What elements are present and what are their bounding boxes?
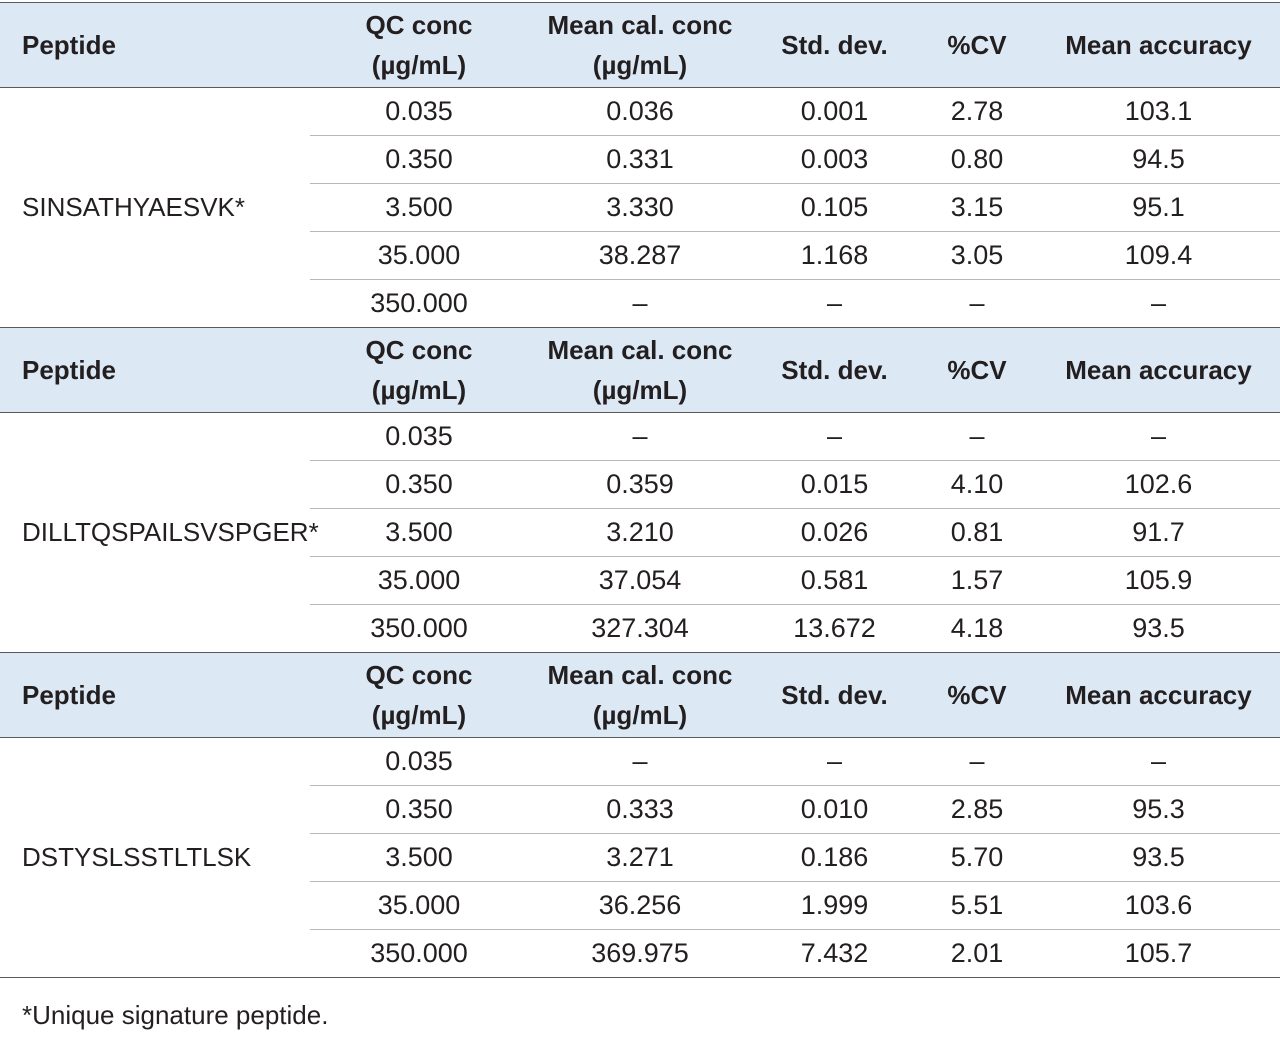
qc-results-table bbox=[0, 2, 1280, 978]
cell-std-dev: 1.999 bbox=[752, 882, 917, 930]
cell-mean-accuracy: 93.5 bbox=[1037, 834, 1280, 882]
cell-std-dev: 0.003 bbox=[752, 136, 917, 184]
cell-mean-cal-conc: 0.359 bbox=[528, 461, 752, 509]
cell-mean-cal-conc: – bbox=[528, 280, 752, 328]
table-body bbox=[0, 3, 1280, 978]
header-mean-cal-conc bbox=[528, 653, 752, 738]
header-qc-conc-line2: (µg/mL) bbox=[371, 700, 467, 730]
cell-std-dev: – bbox=[752, 738, 917, 786]
cell-qc-conc: 35.000 bbox=[310, 557, 528, 605]
cell-std-dev: 0.015 bbox=[752, 461, 917, 509]
cell-qc-conc: 0.350 bbox=[310, 786, 528, 834]
cell-std-dev: 0.026 bbox=[752, 509, 917, 557]
header-mean-cal-line2: (µg/mL) bbox=[592, 375, 688, 405]
header-mean-cal-line1: Mean cal. conc bbox=[547, 10, 733, 40]
cell-mean-cal-conc: 3.330 bbox=[528, 184, 752, 232]
cell-mean-accuracy: 109.4 bbox=[1037, 232, 1280, 280]
cell-mean-cal-conc: 3.271 bbox=[528, 834, 752, 882]
header-std-dev: Std. dev. bbox=[752, 653, 917, 738]
cell-cv: 5.70 bbox=[917, 834, 1037, 882]
cell-mean-accuracy: 105.7 bbox=[1037, 930, 1280, 978]
cell-mean-cal-conc: 38.287 bbox=[528, 232, 752, 280]
cell-qc-conc: 350.000 bbox=[310, 280, 528, 328]
header-mean-cal-conc bbox=[528, 328, 752, 413]
cell-qc-conc: 3.500 bbox=[310, 834, 528, 882]
peptide-name-cell: DSTYSLSSTLTLSK bbox=[0, 738, 310, 978]
cell-mean-cal-conc: – bbox=[528, 738, 752, 786]
header-row bbox=[0, 3, 1280, 88]
cell-std-dev: 13.672 bbox=[752, 605, 917, 653]
cell-std-dev: – bbox=[752, 413, 917, 461]
cell-cv: – bbox=[917, 280, 1037, 328]
cell-mean-accuracy: – bbox=[1037, 413, 1280, 461]
cell-cv: 2.85 bbox=[917, 786, 1037, 834]
cell-cv: – bbox=[917, 738, 1037, 786]
table-row bbox=[0, 738, 1280, 786]
cell-mean-accuracy: – bbox=[1037, 738, 1280, 786]
header-qc-conc-line1: QC conc bbox=[365, 335, 473, 365]
cell-qc-conc: 3.500 bbox=[310, 184, 528, 232]
cell-qc-conc: 350.000 bbox=[310, 930, 528, 978]
cell-std-dev: 7.432 bbox=[752, 930, 917, 978]
cell-cv: – bbox=[917, 413, 1037, 461]
cell-cv: 4.10 bbox=[917, 461, 1037, 509]
cell-mean-cal-conc: 0.333 bbox=[528, 786, 752, 834]
cell-std-dev: 0.010 bbox=[752, 786, 917, 834]
cell-cv: 3.15 bbox=[917, 184, 1037, 232]
header-peptide: Peptide bbox=[0, 328, 310, 413]
cell-qc-conc: 35.000 bbox=[310, 882, 528, 930]
header-cv: %CV bbox=[917, 653, 1037, 738]
header-mean-cal-line2: (µg/mL) bbox=[592, 700, 688, 730]
header-cv: %CV bbox=[917, 328, 1037, 413]
table-row bbox=[0, 413, 1280, 461]
cell-std-dev: 0.186 bbox=[752, 834, 917, 882]
cell-cv: 4.18 bbox=[917, 605, 1037, 653]
header-peptide: Peptide bbox=[0, 3, 310, 88]
peptide-name-cell: DILLTQSPAILSVSPGER* bbox=[0, 413, 310, 653]
header-qc-conc bbox=[310, 3, 528, 88]
cell-mean-cal-conc: 36.256 bbox=[528, 882, 752, 930]
cell-mean-cal-conc: 3.210 bbox=[528, 509, 752, 557]
cell-cv: 0.80 bbox=[917, 136, 1037, 184]
header-std-dev: Std. dev. bbox=[752, 3, 917, 88]
header-mean-cal-conc bbox=[528, 3, 752, 88]
cell-qc-conc: 0.035 bbox=[310, 88, 528, 136]
cell-std-dev: – bbox=[752, 280, 917, 328]
cell-qc-conc: 3.500 bbox=[310, 509, 528, 557]
footnote: *Unique signature peptide. bbox=[22, 1000, 329, 1030]
cell-mean-accuracy: – bbox=[1037, 280, 1280, 328]
cell-cv: 5.51 bbox=[917, 882, 1037, 930]
header-row bbox=[0, 328, 1280, 413]
cell-mean-accuracy: 94.5 bbox=[1037, 136, 1280, 184]
cell-mean-cal-conc: 0.036 bbox=[528, 88, 752, 136]
header-mean-accuracy: Mean accuracy bbox=[1037, 3, 1280, 88]
cell-qc-conc: 0.035 bbox=[310, 738, 528, 786]
header-std-dev: Std. dev. bbox=[752, 328, 917, 413]
results-table-container bbox=[0, 2, 1280, 978]
cell-cv: 2.01 bbox=[917, 930, 1037, 978]
header-qc-conc-line2: (µg/mL) bbox=[371, 375, 467, 405]
cell-qc-conc: 0.350 bbox=[310, 461, 528, 509]
header-mean-accuracy: Mean accuracy bbox=[1037, 653, 1280, 738]
cell-mean-accuracy: 95.1 bbox=[1037, 184, 1280, 232]
header-qc-conc bbox=[310, 328, 528, 413]
cell-mean-cal-conc: 327.304 bbox=[528, 605, 752, 653]
cell-mean-cal-conc: – bbox=[528, 413, 752, 461]
cell-mean-accuracy: 105.9 bbox=[1037, 557, 1280, 605]
cell-mean-cal-conc: 37.054 bbox=[528, 557, 752, 605]
cell-cv: 1.57 bbox=[917, 557, 1037, 605]
cell-mean-accuracy: 103.1 bbox=[1037, 88, 1280, 136]
cell-std-dev: 0.001 bbox=[752, 88, 917, 136]
cell-cv: 3.05 bbox=[917, 232, 1037, 280]
cell-std-dev: 1.168 bbox=[752, 232, 917, 280]
header-qc-conc-line2: (µg/mL) bbox=[371, 50, 467, 80]
cell-mean-cal-conc: 0.331 bbox=[528, 136, 752, 184]
header-qc-conc-line1: QC conc bbox=[365, 10, 473, 40]
cell-mean-cal-conc: 369.975 bbox=[528, 930, 752, 978]
header-mean-accuracy: Mean accuracy bbox=[1037, 328, 1280, 413]
header-mean-cal-line1: Mean cal. conc bbox=[547, 660, 733, 690]
peptide-name-cell: SINSATHYAESVK* bbox=[0, 88, 310, 328]
cell-mean-accuracy: 93.5 bbox=[1037, 605, 1280, 653]
header-qc-conc bbox=[310, 653, 528, 738]
cell-mean-accuracy: 102.6 bbox=[1037, 461, 1280, 509]
header-mean-cal-line2: (µg/mL) bbox=[592, 50, 688, 80]
cell-std-dev: 0.105 bbox=[752, 184, 917, 232]
header-qc-conc-line1: QC conc bbox=[365, 660, 473, 690]
header-cv: %CV bbox=[917, 3, 1037, 88]
cell-qc-conc: 35.000 bbox=[310, 232, 528, 280]
cell-mean-accuracy: 91.7 bbox=[1037, 509, 1280, 557]
table-row bbox=[0, 88, 1280, 136]
cell-qc-conc: 0.350 bbox=[310, 136, 528, 184]
cell-std-dev: 0.581 bbox=[752, 557, 917, 605]
header-row bbox=[0, 653, 1280, 738]
cell-mean-accuracy: 95.3 bbox=[1037, 786, 1280, 834]
cell-cv: 0.81 bbox=[917, 509, 1037, 557]
cell-cv: 2.78 bbox=[917, 88, 1037, 136]
cell-qc-conc: 0.035 bbox=[310, 413, 528, 461]
header-mean-cal-line1: Mean cal. conc bbox=[547, 335, 733, 365]
cell-mean-accuracy: 103.6 bbox=[1037, 882, 1280, 930]
header-peptide: Peptide bbox=[0, 653, 310, 738]
cell-qc-conc: 350.000 bbox=[310, 605, 528, 653]
